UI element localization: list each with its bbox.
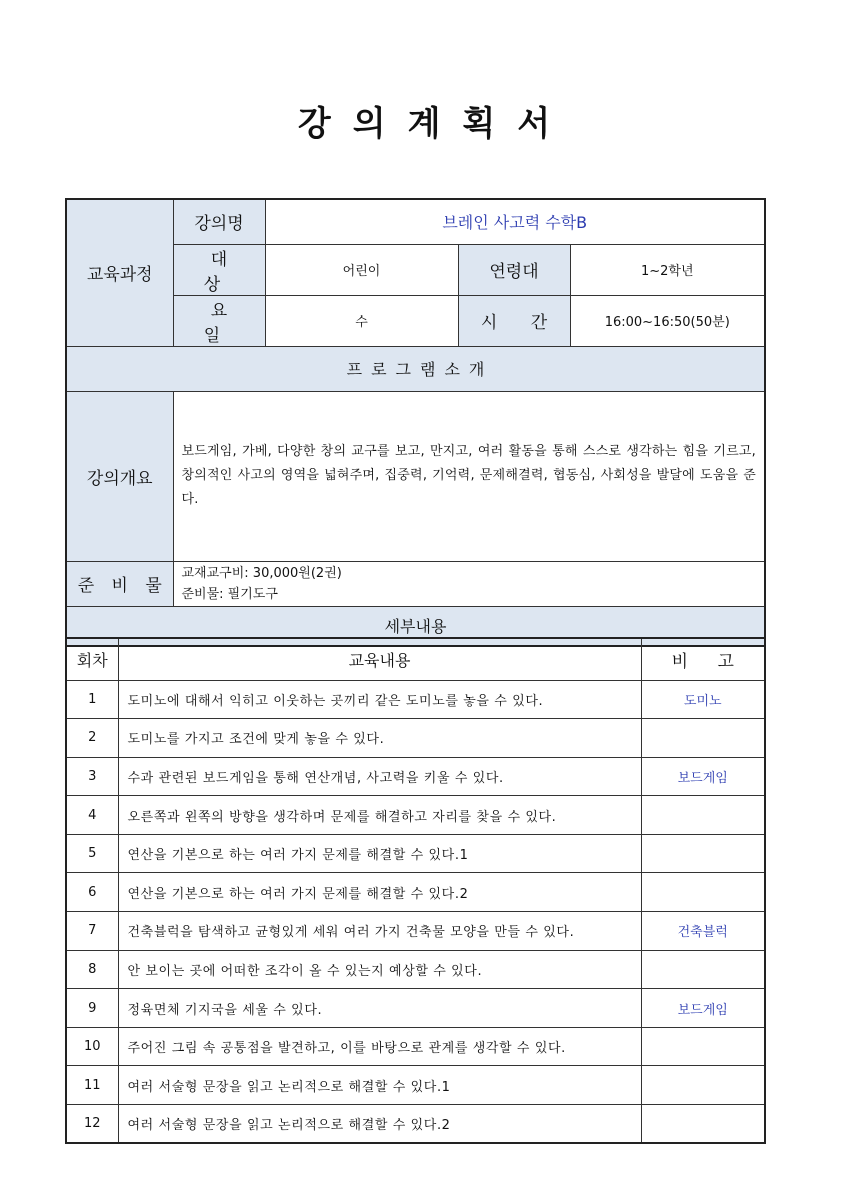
row-content: 여러 서술형 문장을 읽고 논리적으로 해결할 수 있다.2: [118, 1105, 641, 1144]
row-note: [641, 796, 765, 835]
row-no: 8: [66, 950, 118, 989]
header-content: 교육내용: [118, 638, 641, 680]
course-info-table: [65, 198, 766, 647]
row-note: 보드게임: [641, 757, 765, 796]
details-heading: 세부내용: [66, 606, 765, 646]
time-label: 시 간: [458, 295, 570, 346]
row-content: 정육면체 기지국을 세울 수 있다.: [118, 989, 641, 1028]
table-row: [66, 950, 765, 989]
table-row: [66, 1066, 765, 1105]
row-content: 수과 관련된 보드게임을 통해 연산개념, 사고력을 키울 수 있다.: [118, 757, 641, 796]
target-label: 대 상: [173, 244, 265, 295]
row-no: 12: [66, 1105, 118, 1144]
row-no: 6: [66, 873, 118, 912]
row-content: 오른쪽과 왼쪽의 방향을 생각하며 문제를 해결하고 자리를 찾을 수 있다.: [118, 796, 641, 835]
table-row: [66, 834, 765, 873]
table-row: [66, 719, 765, 758]
row-content: 안 보이는 곳에 어떠한 조각이 올 수 있는지 예상할 수 있다.: [118, 950, 641, 989]
row-note: [641, 1027, 765, 1066]
row-no: 7: [66, 912, 118, 951]
schedule-header-row: [66, 638, 765, 680]
row-no: 4: [66, 796, 118, 835]
table-row: [66, 1027, 765, 1066]
day-label: 요 일: [173, 295, 265, 346]
materials-text: [173, 561, 765, 606]
target-value: 어린이: [265, 244, 458, 295]
time-value: 16:00~16:50(50분): [570, 295, 765, 346]
schedule-body: [66, 680, 765, 1143]
row-content: 여러 서술형 문장을 읽고 논리적으로 해결할 수 있다.1: [118, 1066, 641, 1105]
row-no: 10: [66, 1027, 118, 1066]
schedule-table: [65, 637, 766, 1144]
row-note: [641, 950, 765, 989]
age-value: 1~2학년: [570, 244, 765, 295]
table-row: [66, 757, 765, 796]
row-content: 건축블럭을 탐색하고 균형있게 세워 여러 가지 건축물 모양을 만들 수 있다.: [118, 912, 641, 951]
row-note: [641, 873, 765, 912]
row-note: 보드게임: [641, 989, 765, 1028]
age-label: 연령대: [458, 244, 570, 295]
row-no: 5: [66, 834, 118, 873]
materials-supplies: 준비물: 필기도구: [181, 586, 278, 602]
course-name-label: 강의명: [173, 199, 265, 244]
row-note: 건축블럭: [641, 912, 765, 951]
row-note: [641, 719, 765, 758]
header-note: 비 고: [641, 638, 765, 680]
row-no: 2: [66, 719, 118, 758]
row-content: 연산을 기본으로 하는 여러 가지 문제를 해결할 수 있다.2: [118, 873, 641, 912]
page-title: 강의계획서: [297, 104, 573, 144]
row-content: 주어진 그림 속 공통점을 발견하고, 이를 바탕으로 관계를 생각할 수 있다.: [118, 1027, 641, 1066]
overview-text: 보드게임, 가베, 다양한 창의 교구를 보고, 만지고, 여러 활동을 통해 스스로 생각하는 힘을 기르고, 창의적인 사고의 영역을 넓혀주며, 집중력, 기억력, 문제해결력, 협동심, 사회성을 발달에 도움을 준다.: [173, 391, 765, 561]
table-row: [66, 680, 765, 719]
day-value: 수: [265, 295, 458, 346]
table-row: [66, 1105, 765, 1144]
course-name-value: 브레인 사고력 수학B: [265, 199, 765, 244]
table-row: [66, 912, 765, 951]
row-note: [641, 1105, 765, 1144]
row-content: 연산을 기본으로 하는 여러 가지 문제를 해결할 수 있다.1: [118, 834, 641, 873]
materials-label: 준 비 물: [66, 561, 173, 606]
row-note: 도미노: [641, 680, 765, 719]
table-row: [66, 989, 765, 1028]
row-no: 3: [66, 757, 118, 796]
table-row: [66, 873, 765, 912]
program-intro-heading: 프로그램소개: [66, 346, 765, 391]
materials-fee: 교재교구비: 30,000원(2권): [181, 565, 342, 581]
header-no: 회차: [66, 638, 118, 680]
row-content: 도미노를 가지고 조건에 맞게 놓을 수 있다.: [118, 719, 641, 758]
course-section-label: 교육과정: [66, 199, 173, 346]
table-row: [66, 796, 765, 835]
row-note: [641, 1066, 765, 1105]
row-content: 도미노에 대해서 익히고 이웃하는 곳끼리 같은 도미노를 놓을 수 있다.: [118, 680, 641, 719]
overview-label: 강의개요: [66, 391, 173, 561]
row-no: 11: [66, 1066, 118, 1105]
row-no: 9: [66, 989, 118, 1028]
row-no: 1: [66, 680, 118, 719]
row-note: [641, 834, 765, 873]
